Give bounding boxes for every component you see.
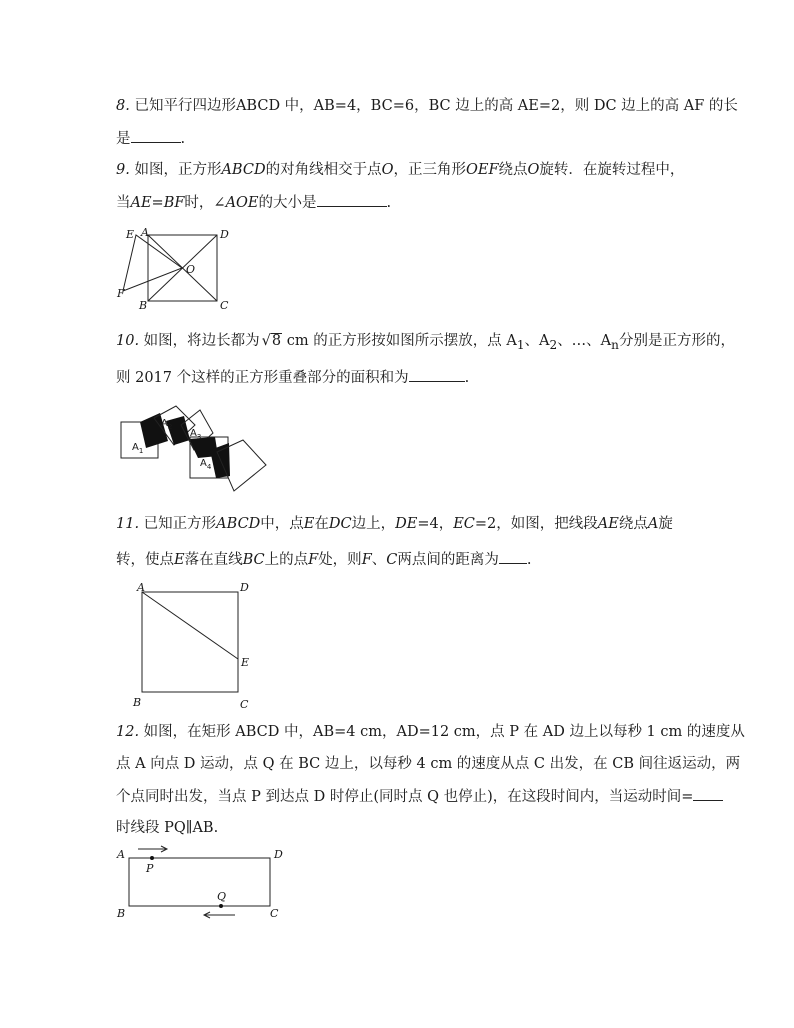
sqrt-sign: √: [261, 333, 271, 349]
q11-text: BC: [242, 552, 265, 568]
q10-answer-blank: [409, 367, 465, 382]
segment-ae: [142, 592, 238, 659]
q10-text: 如图，将边长都为: [143, 333, 260, 349]
q10-number: 10.: [116, 333, 140, 349]
q12-line-4: [116, 818, 218, 838]
label-E: E: [241, 656, 250, 669]
q11-text: F: [361, 552, 372, 568]
label-A1: $A_1$: [132, 442, 144, 455]
q10-period: .: [464, 370, 470, 386]
q11-period: .: [526, 552, 532, 568]
q9-text: O: [381, 162, 394, 178]
square-rotating-triangle-diagram: [112, 224, 232, 314]
q11-text: =4，: [417, 516, 454, 532]
q9-number: 9.: [116, 162, 130, 178]
triangle-oef: [123, 235, 182, 291]
q12-text-4: 时线段 PQ∥AB.: [116, 820, 219, 836]
q10-line-1: [116, 331, 735, 355]
overlapping-squares-diagram: [118, 398, 278, 498]
q12-text-2: 点 A 向点 D 运动，点 Q 在 BC 边上，以每秒 4 cm 的速度从点 C 出发，在 CB 间往返运动，两: [116, 756, 741, 772]
q11-text: C: [386, 552, 398, 568]
q10-subscript: n: [611, 337, 619, 352]
q10-text: 分别是正方形的，: [618, 333, 735, 349]
q11-line-1: [116, 514, 673, 534]
q9-answer-blank: [317, 192, 387, 207]
q11-text: A: [647, 516, 659, 532]
label-D: D: [240, 581, 249, 594]
label-B: B: [139, 299, 148, 312]
q8-line-2: [116, 128, 185, 149]
q11-text: E: [174, 552, 185, 568]
q11-text: =2，如图，把线段: [474, 516, 598, 532]
q10-subscript: 2: [549, 337, 558, 352]
q10-text: 则 2017 个这样的正方形重叠部分的面积和为: [116, 370, 409, 386]
q11-answer-blank: [499, 549, 527, 564]
q8-text-2: 是: [116, 131, 131, 147]
q9-text: 旋转．在旋转过程中，: [539, 162, 685, 178]
label-P: P: [146, 862, 154, 875]
q12-number: 12.: [116, 724, 140, 740]
square-segment-diagram: [130, 578, 260, 712]
q10-line-2: [116, 367, 469, 388]
q12-text-3: 个点同时出发，当点 P 到达点 D 时停止(同时点 Q 也停止)，在这段时间内，当运动时间=: [116, 789, 694, 805]
label-B: B: [133, 696, 142, 709]
q11-text: 上的点: [264, 552, 309, 568]
q11-text: 旋: [658, 516, 673, 532]
q10-text: cm 的正方形按如图所示摆放，点 A: [282, 333, 517, 349]
q12-line-2: [116, 754, 740, 774]
label-C: C: [240, 698, 249, 711]
rectangle-moving-points-diagram: [114, 843, 294, 923]
point-p: [150, 856, 154, 860]
q11-line-2: [116, 549, 531, 570]
q9-text: O: [527, 162, 540, 178]
q11-text: ABCD: [216, 516, 261, 532]
q12-figure: [114, 843, 294, 923]
q9-text: 如图，正方形: [134, 162, 222, 178]
label-E: E: [126, 228, 135, 241]
label-A3: $A_3$: [190, 428, 202, 441]
q8-answer-blank: [131, 128, 181, 143]
q11-text: 落在直线: [184, 552, 243, 568]
q11-text: 、: [371, 552, 387, 568]
label-D: D: [274, 848, 283, 861]
label-C: C: [220, 299, 229, 312]
q8-number: 8.: [116, 98, 130, 114]
q9-line-2: [116, 192, 391, 213]
label-A2: $A_2$: [161, 418, 173, 431]
q8-line-1: [116, 96, 738, 116]
q9-text: 时，∠: [184, 195, 226, 211]
point-q: [219, 904, 223, 908]
q9-text: ABCD: [221, 162, 266, 178]
sqrt-8: [260, 331, 282, 351]
q11-text: AE: [597, 516, 619, 532]
q11-text: 转，使点: [116, 552, 174, 568]
q11-text: DC: [328, 516, 352, 532]
label-C: C: [270, 907, 279, 920]
label-Q: Q: [217, 890, 227, 903]
q12-line-1: [116, 722, 745, 742]
q9-text: 绕点: [498, 162, 528, 178]
q11-text: 边上，: [351, 516, 396, 532]
q11-text: E: [303, 516, 315, 532]
q11-number: 11.: [116, 516, 140, 532]
q11-text: 在: [314, 516, 329, 532]
q11-figure: [130, 578, 260, 712]
label-F: F: [117, 287, 125, 300]
label-O: O: [186, 263, 196, 276]
q11-text: DE: [395, 516, 418, 532]
q9-text: 的对角线相交于点: [265, 162, 382, 178]
q10-figure: [118, 398, 278, 498]
q9-text: AOE: [225, 195, 259, 211]
label-A: A: [137, 581, 145, 594]
q11-text: F: [308, 552, 319, 568]
label-A4: $A_4$: [200, 458, 212, 471]
q10-text: 、A: [524, 333, 550, 349]
q10-subscript: 1: [516, 337, 525, 352]
q10-text: 、…、A: [557, 333, 612, 349]
label-A: A: [117, 848, 125, 861]
q9-text: 的大小是: [258, 195, 317, 211]
q11-text: 处，则: [318, 552, 362, 568]
q9-period: .: [386, 195, 392, 211]
q9-text: AE=BF: [130, 195, 185, 211]
q11-text: 两点间的距离为: [397, 552, 499, 568]
q9-line-1: [116, 160, 684, 180]
q12-line-3: [116, 786, 723, 807]
q9-text: 当: [116, 195, 131, 211]
q8-text-1: 已知平行四边形ABCD 中，AB=4，BC=6，BC 边上的高 AE=2，则 DC 边上的高 AF 的长: [134, 98, 738, 114]
label-A: A: [141, 226, 149, 239]
square-abcd: [142, 592, 238, 692]
q12-text-1: 如图，在矩形 ABCD 中，AB=4 cm，AD=12 cm，点 P 在 AD 边上以每秒 1 cm 的速度从: [143, 724, 745, 740]
q11-text: 已知正方形: [143, 516, 217, 532]
q9-text: ，正三角形: [393, 162, 466, 178]
q9-figure: [112, 224, 232, 314]
q9-text: OEF: [465, 162, 499, 178]
q11-text: 绕点: [618, 516, 648, 532]
label-B: B: [117, 907, 126, 920]
q11-text: EC: [453, 516, 475, 532]
q8-period: .: [180, 131, 186, 147]
sqrt-radicand: 8: [271, 333, 282, 349]
q12-answer-blank: [693, 786, 723, 801]
q11-text: 中，点: [260, 516, 304, 532]
label-D: D: [220, 228, 229, 241]
